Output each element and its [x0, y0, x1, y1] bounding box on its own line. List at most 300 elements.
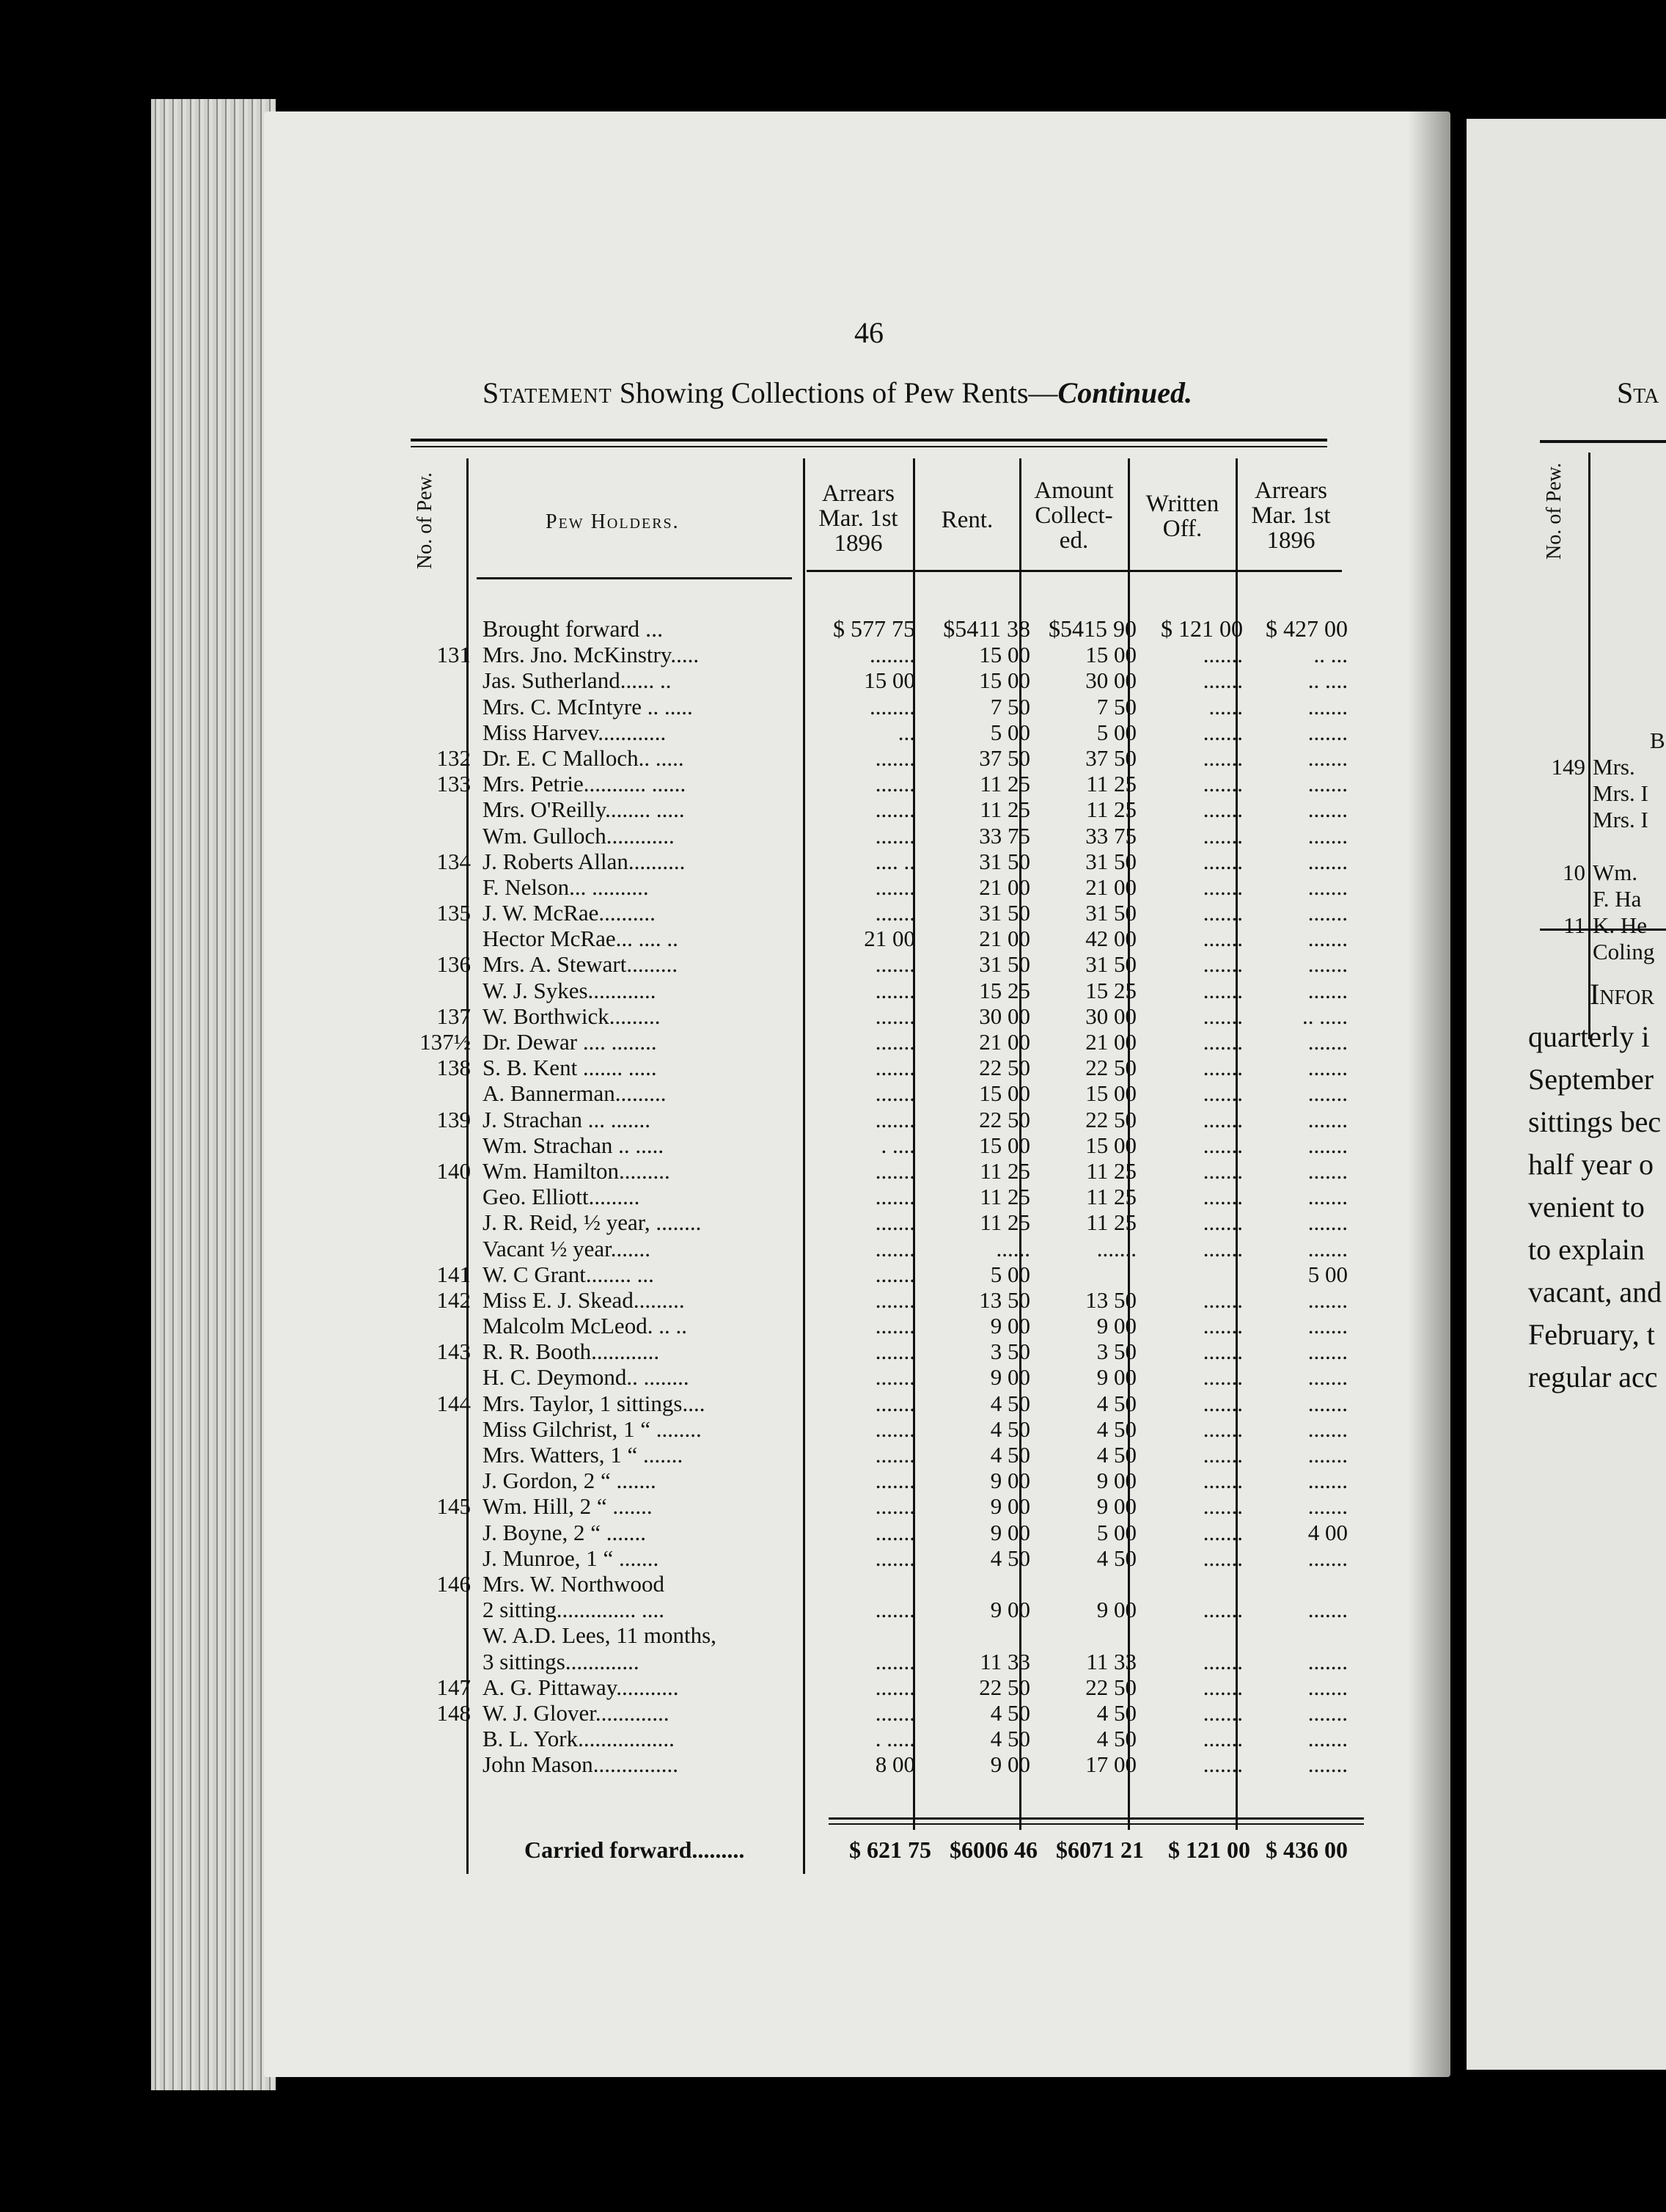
arrears-1896-b-cell: 5 00 [1307, 1261, 1348, 1287]
arrears-1896-b-cell: ....... [1307, 1416, 1348, 1442]
header-pew-no: No. of Pew. [414, 472, 436, 569]
pew-holder-name: Dr. E. C Malloch.. ..... [482, 744, 684, 771]
written-off-cell: ....... [1203, 1286, 1243, 1313]
table-row [411, 1055, 1386, 1080]
pew-holder-name: Mrs. Taylor, 1 sittings.... [482, 1390, 705, 1416]
gutter-shadow [1408, 111, 1450, 2077]
arrears-1896-a-cell: 15 00 [864, 667, 915, 694]
header-collected [1021, 478, 1127, 553]
collected-cell: 4 50 [1096, 1699, 1137, 1726]
total-arrears-a: $ 621 75 [849, 1836, 931, 1863]
table-row [411, 1132, 1386, 1158]
table-row [411, 978, 1386, 1003]
table-row [411, 745, 1386, 771]
arrears-1896-a-cell: ....... [875, 744, 915, 771]
table-row [411, 771, 1386, 796]
written-off-cell: ....... [1203, 1209, 1243, 1236]
rent-cell: 3 50 [990, 1338, 1030, 1365]
table-row [411, 642, 1386, 667]
rent-cell: 11 25 [980, 1209, 1030, 1236]
table-row [411, 951, 1386, 977]
arrears-1896-b-cell: ....... [1307, 1468, 1348, 1494]
rent-cell: 21 00 [979, 1029, 1030, 1055]
collected-cell: 11 25 [1086, 1157, 1137, 1184]
pew-holder-name: 3 sittings............. [482, 1648, 639, 1674]
caption-prefix: Statement [482, 376, 612, 409]
pew-number: 146 [436, 1570, 471, 1597]
pew-holder-name: W. C Grant........ ... [482, 1261, 654, 1287]
arrears-1896-a-cell: ....... [875, 1080, 915, 1107]
collected-cell: 9 00 [1096, 1313, 1137, 1339]
rent-cell: 5 00 [990, 1261, 1030, 1287]
arrears-1896-b-cell: ....... [1307, 1313, 1348, 1339]
collected-cell: 22 50 [1085, 1674, 1137, 1700]
right-pew-holder: Mrs. I [1593, 780, 1648, 806]
arrears-1896-b-cell: ....... [1307, 693, 1348, 719]
collected-cell: 15 00 [1085, 1080, 1137, 1107]
rent-cell: 15 00 [979, 1132, 1030, 1158]
arrears-1896-a-cell: ....... [875, 1157, 915, 1184]
arrears-1896-b-cell: ....... [1307, 1442, 1348, 1468]
header-arrears-b [1238, 478, 1344, 553]
pew-holder-name: Geo. Elliott......... [482, 1184, 640, 1210]
written-off-cell: ....... [1203, 1674, 1243, 1700]
rent-cell: 4 50 [990, 1416, 1030, 1442]
right-page-text-line: vacant, and [1528, 1275, 1662, 1308]
arrears-1896-b-cell: ....... [1307, 951, 1348, 978]
written-off-cell: ....... [1203, 977, 1243, 1003]
rent-cell: 9 00 [990, 1493, 1030, 1520]
arrears-1896-a-cell: ....... [875, 796, 915, 823]
collected-cell: 9 00 [1096, 1364, 1137, 1391]
collected-cell: $5415 90 [1049, 615, 1137, 642]
arrears-1896-b-cell: .. .... [1307, 667, 1348, 694]
pew-holder-name: Mrs. Jno. McKinstry..... [482, 642, 700, 668]
pew-number: 147 [436, 1674, 471, 1700]
pew-number: 135 [436, 900, 471, 926]
arrears-1896-a-cell: ....... [875, 1106, 915, 1132]
arrears-1896-a-cell: ....... [875, 1364, 915, 1391]
pew-holder-name: Brought forward ... [482, 615, 664, 642]
pew-holder-name: Mrs. O'Reilly........ ..... [482, 796, 685, 823]
arrears-1896-b-cell: ....... [1307, 1493, 1348, 1520]
rent-cell: 11 25 [980, 1184, 1030, 1210]
pew-number: 141 [436, 1261, 471, 1287]
collected-cell: 22 50 [1085, 1055, 1137, 1081]
written-off-cell: ....... [1203, 667, 1243, 694]
pew-number: 133 [436, 771, 471, 797]
arrears-1896-b-cell: ....... [1307, 977, 1348, 1003]
right-page-text-line: to explain [1528, 1233, 1645, 1266]
collected-cell: ....... [1096, 1235, 1137, 1261]
written-off-cell: ....... [1203, 926, 1243, 952]
arrears-1896-b-cell: ....... [1307, 1597, 1348, 1623]
collected-cell: 15 00 [1085, 1132, 1137, 1158]
arrears-1896-b-cell: ....... [1307, 848, 1348, 874]
collected-cell: 30 00 [1085, 1003, 1137, 1029]
written-off-cell: ....... [1203, 1132, 1243, 1158]
arrears-1896-b-cell: ....... [1307, 1184, 1348, 1210]
total-collected: $6071 21 [1056, 1836, 1144, 1863]
rent-cell: 22 50 [979, 1055, 1030, 1081]
right-page-text-line: February, t [1528, 1318, 1655, 1351]
written-off-cell: ....... [1203, 1648, 1243, 1674]
arrears-1896-a-cell: $ 577 75 [833, 615, 915, 642]
arrears-1896-a-cell: .... .. [875, 848, 915, 874]
right-col-divider [1588, 453, 1590, 1039]
pew-number: 136 [436, 951, 471, 978]
rent-cell: 21 00 [979, 874, 1030, 900]
arrears-1896-a-cell: ....... [875, 900, 915, 926]
written-off-cell: ....... [1203, 744, 1243, 771]
collected-cell: 4 50 [1096, 1726, 1137, 1752]
right-pew-holder: Mrs. I [1593, 807, 1648, 832]
written-off-cell: ....... [1203, 642, 1243, 668]
collected-cell: 31 50 [1085, 848, 1137, 874]
rent-cell: 7 50 [990, 693, 1030, 719]
arrears-1896-b-cell: .. ... [1313, 642, 1348, 668]
arrears-1896-b-cell: ....... [1307, 874, 1348, 900]
written-off-cell: ...... [1208, 693, 1243, 719]
collected-cell: 15 00 [1085, 642, 1137, 668]
pew-holder-name: W. J. Glover............. [482, 1699, 669, 1726]
written-off-cell: ....... [1203, 1468, 1243, 1494]
arrears-1896-a-cell: ....... [875, 977, 915, 1003]
arrears-1896-a-cell: ....... [875, 1390, 915, 1416]
table-row [411, 1751, 1386, 1777]
top-rule [411, 439, 1327, 442]
pew-number: 145 [436, 1493, 471, 1520]
collected-cell: 37 50 [1085, 744, 1137, 771]
written-off-cell: ....... [1203, 1519, 1243, 1545]
arrears-1896-a-cell: ... [898, 719, 915, 745]
pew-holder-name: Jas. Sutherland...... .. [482, 667, 672, 694]
written-off-cell: ....... [1203, 1055, 1243, 1081]
right-pew-holder: B [1650, 728, 1665, 753]
rent-cell: ...... [996, 1235, 1030, 1261]
right-pew-number: 10 [1563, 860, 1585, 885]
arrears-1896-b-cell: ....... [1307, 1286, 1348, 1313]
arrears-1896-b-cell: ....... [1307, 1080, 1348, 1107]
collected-cell: 11 25 [1086, 1209, 1137, 1236]
written-off-cell: ....... [1203, 771, 1243, 797]
header-collected-line3: ed. [1059, 527, 1089, 554]
written-off-cell: ....... [1203, 1726, 1243, 1752]
header-arrears-b-line1: Arrears [1255, 477, 1327, 504]
right-page [1467, 119, 1666, 2070]
written-off-cell: ....... [1203, 1597, 1243, 1623]
pew-holder-name: W. J. Sykes............ [482, 977, 656, 1003]
table-row [411, 796, 1386, 822]
rent-cell: 21 00 [979, 926, 1030, 952]
rent-cell: 31 50 [979, 900, 1030, 926]
right-pew-number: 11 [1563, 912, 1585, 938]
right-pew-holder: K. He [1593, 912, 1648, 938]
pew-number: 134 [436, 848, 471, 874]
table-row [411, 1003, 1386, 1029]
arrears-1896-a-cell: ....... [875, 951, 915, 978]
table-row [411, 667, 1386, 693]
header-rent: Rent. [941, 507, 994, 533]
rent-cell: 9 00 [990, 1313, 1030, 1339]
written-off-cell: ....... [1203, 796, 1243, 823]
table-row [411, 1442, 1386, 1468]
pew-holder-name: J. Strachan ... ....... [482, 1106, 651, 1132]
right-page-text-line: Infor [1590, 978, 1655, 1011]
rent-cell: 13 50 [979, 1286, 1030, 1313]
arrears-1896-a-cell: ....... [875, 1442, 915, 1468]
pew-rent-table-body [411, 616, 1386, 1777]
table-row [411, 1571, 1386, 1597]
pew-holder-name: R. R. Booth............ [482, 1338, 660, 1365]
arrears-1896-a-cell: ....... [875, 1545, 915, 1571]
table-row [411, 616, 1386, 642]
collected-cell: 4 50 [1096, 1442, 1137, 1468]
pew-holder-name: Wm. Strachan .. ..... [482, 1132, 664, 1158]
table-row [411, 1391, 1386, 1416]
written-off-cell: ....... [1203, 848, 1243, 874]
pew-number: 142 [436, 1286, 471, 1313]
right-pew-holder: Wm. [1593, 860, 1638, 885]
collected-cell: 22 50 [1085, 1106, 1137, 1132]
collected-cell: 11 25 [1086, 1184, 1137, 1210]
header-arrears-a-line2: Mar. 1st [818, 505, 898, 532]
collected-cell: 21 00 [1085, 874, 1137, 900]
written-off-cell: ....... [1203, 1157, 1243, 1184]
collected-cell: 33 75 [1085, 822, 1137, 849]
written-off-cell: ....... [1203, 1751, 1243, 1778]
right-page-text-line: half year o [1528, 1148, 1654, 1181]
pew-holder-name: Mrs. Petrie........... ...... [482, 771, 686, 797]
arrears-1896-b-cell: ....... [1307, 1106, 1348, 1132]
pew-holder-name: Dr. Dewar .... ........ [482, 1029, 657, 1055]
pew-holder-name: Miss Gilchrist, 1 “ ........ [482, 1416, 702, 1442]
table-row [411, 1493, 1386, 1519]
arrears-1896-a-cell: ....... [875, 1235, 915, 1261]
collected-cell: 17 00 [1085, 1751, 1137, 1778]
arrears-1896-b-cell: ....... [1307, 1364, 1348, 1391]
written-off-cell: ....... [1203, 900, 1243, 926]
written-off-cell: ....... [1203, 1338, 1243, 1365]
written-off-cell: ....... [1203, 1416, 1243, 1442]
right-pew-holder: Coling [1593, 939, 1655, 964]
table-row [411, 1080, 1386, 1106]
table-caption [482, 376, 1192, 410]
rent-cell: 15 00 [979, 642, 1030, 668]
collected-cell: 4 50 [1096, 1416, 1137, 1442]
arrears-1896-b-cell: .. ..... [1302, 1003, 1348, 1029]
caption-main: Showing Collections of Pew Rents— [619, 376, 1058, 409]
rent-cell: 30 00 [979, 1003, 1030, 1029]
arrears-1896-a-cell: ........ [870, 693, 915, 719]
pew-holder-name: J. Roberts Allan.......... [482, 848, 686, 874]
pew-holder-name: Hector McRae... .... .. [482, 926, 678, 952]
header-underline [477, 577, 792, 579]
rent-cell: 4 50 [990, 1442, 1030, 1468]
arrears-1896-a-cell: ....... [875, 822, 915, 849]
pew-holder-name: S. B. Kent ....... ..... [482, 1055, 657, 1081]
arrears-1896-b-cell: ....... [1307, 1157, 1348, 1184]
pew-holder-name: Miss E. J. Skead......... [482, 1286, 685, 1313]
collected-cell: 31 50 [1085, 900, 1137, 926]
table-row [411, 1674, 1386, 1700]
arrears-1896-b-cell: ....... [1307, 1545, 1348, 1571]
arrears-1896-a-cell: ....... [875, 1699, 915, 1726]
rent-cell: 9 00 [990, 1468, 1030, 1494]
pew-holder-name: Malcolm McLeod. .. .. [482, 1313, 687, 1339]
pew-number: 137½ [419, 1029, 471, 1055]
pew-holder-name: J. Boyne, 2 “ ....... [482, 1519, 647, 1545]
collected-cell: 9 00 [1096, 1468, 1137, 1494]
collected-cell: 3 50 [1096, 1338, 1137, 1365]
rent-cell: 15 00 [979, 1080, 1030, 1107]
collected-cell: 13 50 [1085, 1286, 1137, 1313]
rent-cell: 4 50 [990, 1545, 1030, 1571]
arrears-1896-b-cell: ....... [1307, 1029, 1348, 1055]
arrears-1896-a-cell: ....... [875, 771, 915, 797]
rent-cell: 4 50 [990, 1699, 1030, 1726]
rent-cell: 31 50 [979, 848, 1030, 874]
caption-italic: Continued. [1057, 376, 1192, 409]
written-off-cell: ....... [1203, 951, 1243, 978]
table-row [411, 1158, 1386, 1184]
header-collected-line2: Collect- [1035, 502, 1113, 529]
rent-cell: 4 50 [990, 1726, 1030, 1752]
pew-holder-name: Wm. Hill, 2 “ ....... [482, 1493, 653, 1520]
pew-number: 131 [436, 642, 471, 668]
table-row [411, 1287, 1386, 1313]
written-off-cell: ....... [1203, 874, 1243, 900]
collected-cell: 4 50 [1096, 1545, 1137, 1571]
pew-holder-name: Wm. Gulloch............ [482, 822, 675, 849]
table-row [411, 1029, 1386, 1055]
written-off-cell: ....... [1203, 1106, 1243, 1132]
arrears-1896-b-cell: ....... [1307, 1132, 1348, 1158]
rent-cell: 9 00 [990, 1751, 1030, 1778]
rent-cell: 22 50 [979, 1106, 1030, 1132]
rent-cell: 33 75 [979, 822, 1030, 849]
table-row [411, 1364, 1386, 1390]
right-header-pew-no: No. of Pew. [1543, 463, 1566, 560]
total-written-off: $ 121 00 [1168, 1836, 1250, 1863]
right-page-caption: Sta [1617, 376, 1659, 409]
arrears-1896-a-cell: ....... [875, 1648, 915, 1674]
written-off-cell: ....... [1203, 1493, 1243, 1520]
arrears-1896-a-cell: ....... [875, 1261, 915, 1287]
written-off-cell: ....... [1203, 1235, 1243, 1261]
pew-number: 148 [436, 1699, 471, 1726]
pew-holder-name: B. L. York................. [482, 1726, 675, 1752]
pew-number: 140 [436, 1157, 471, 1184]
rent-cell: 15 00 [979, 667, 1030, 694]
collected-cell: 4 50 [1096, 1390, 1137, 1416]
header-arrears-a-line3: 1896 [834, 530, 883, 557]
totals-rule-second [829, 1823, 1364, 1825]
arrears-1896-b-cell: 4 00 [1307, 1519, 1348, 1545]
table-row [411, 1545, 1386, 1571]
table-row [411, 1107, 1386, 1132]
pew-holder-name: W. A.D. Lees, 11 months, [482, 1622, 716, 1649]
pew-holder-name: J. Gordon, 2 “ ....... [482, 1468, 656, 1494]
arrears-1896-b-cell: ....... [1307, 1726, 1348, 1752]
collected-cell: 42 00 [1085, 926, 1137, 952]
header-arrears-a [805, 481, 911, 556]
total-rent: $6006 46 [950, 1836, 1038, 1863]
arrears-1896-b-cell: ....... [1307, 796, 1348, 823]
rent-cell: 11 33 [980, 1648, 1030, 1674]
top-rule-second [411, 446, 1327, 447]
table-row [411, 1209, 1386, 1235]
arrears-1896-a-cell: ....... [875, 1519, 915, 1545]
arrears-1896-a-cell: ....... [875, 1416, 915, 1442]
pew-holder-name: H. C. Deymond.. ........ [482, 1364, 689, 1391]
pew-number: 143 [436, 1338, 471, 1365]
arrears-1896-a-cell: 21 00 [864, 926, 915, 952]
arrears-1896-a-cell: ....... [875, 1209, 915, 1236]
book-page-edges [151, 99, 276, 2090]
arrears-1896-b-cell: ....... [1307, 900, 1348, 926]
written-off-cell: ....... [1203, 1184, 1243, 1210]
arrears-1896-b-cell: ....... [1307, 1209, 1348, 1236]
pew-number: 144 [436, 1390, 471, 1416]
header-written-line2: Off. [1162, 516, 1203, 542]
table-row [411, 719, 1386, 745]
rent-cell: 31 50 [979, 951, 1030, 978]
pew-number: 137 [436, 1003, 471, 1029]
arrears-1896-b-cell: ....... [1307, 1338, 1348, 1365]
right-pew-number: 149 [1551, 754, 1585, 780]
rent-cell: 9 00 [990, 1364, 1030, 1391]
written-off-cell: ....... [1203, 1442, 1243, 1468]
right-pew-holder: F. Ha [1593, 886, 1642, 912]
pew-holder-name: A. G. Pittaway........... [482, 1674, 679, 1700]
written-off-cell: ....... [1203, 1699, 1243, 1726]
table-row [411, 1416, 1386, 1442]
table-row [411, 1338, 1386, 1364]
header-arrears-a-line1: Arrears [822, 480, 895, 507]
rent-cell: 4 50 [990, 1390, 1030, 1416]
arrears-1896-a-cell: ....... [875, 1338, 915, 1365]
rent-cell: 22 50 [979, 1674, 1030, 1700]
collected-cell: 9 00 [1096, 1493, 1137, 1520]
total-arrears-b: $ 436 00 [1266, 1836, 1348, 1863]
header-underline-cols [807, 570, 1342, 572]
arrears-1896-a-cell: 8 00 [875, 1751, 915, 1778]
right-page-text-line: regular acc [1528, 1360, 1658, 1394]
written-off-cell: ....... [1203, 822, 1243, 849]
pew-holder-name: J. Munroe, 1 “ ....... [482, 1545, 659, 1571]
pew-holder-name: Mrs. A. Stewart......... [482, 951, 678, 978]
page-number: 46 [854, 316, 884, 349]
arrears-1896-a-cell: ....... [875, 1286, 915, 1313]
right-page-text-line: sittings bec [1528, 1105, 1662, 1138]
table-row [411, 1649, 1386, 1674]
rent-cell: 5 00 [990, 719, 1030, 745]
pew-holder-name: J. R. Reid, ½ year, ........ [482, 1209, 702, 1236]
table-row [411, 926, 1386, 951]
rent-cell: 9 00 [990, 1597, 1030, 1623]
collected-cell: 15 25 [1085, 977, 1137, 1003]
rent-cell: 15 25 [979, 977, 1030, 1003]
arrears-1896-b-cell: ....... [1307, 926, 1348, 952]
right-top-rule [1540, 440, 1666, 443]
rent-cell: 11 25 [980, 796, 1030, 823]
pew-number: 139 [436, 1106, 471, 1132]
collected-cell: 21 00 [1085, 1029, 1137, 1055]
pew-holder-name: Mrs. W. Northwood [482, 1570, 665, 1597]
total-label: Carried forward......... [524, 1836, 745, 1863]
written-off-cell: ....... [1203, 1003, 1243, 1029]
